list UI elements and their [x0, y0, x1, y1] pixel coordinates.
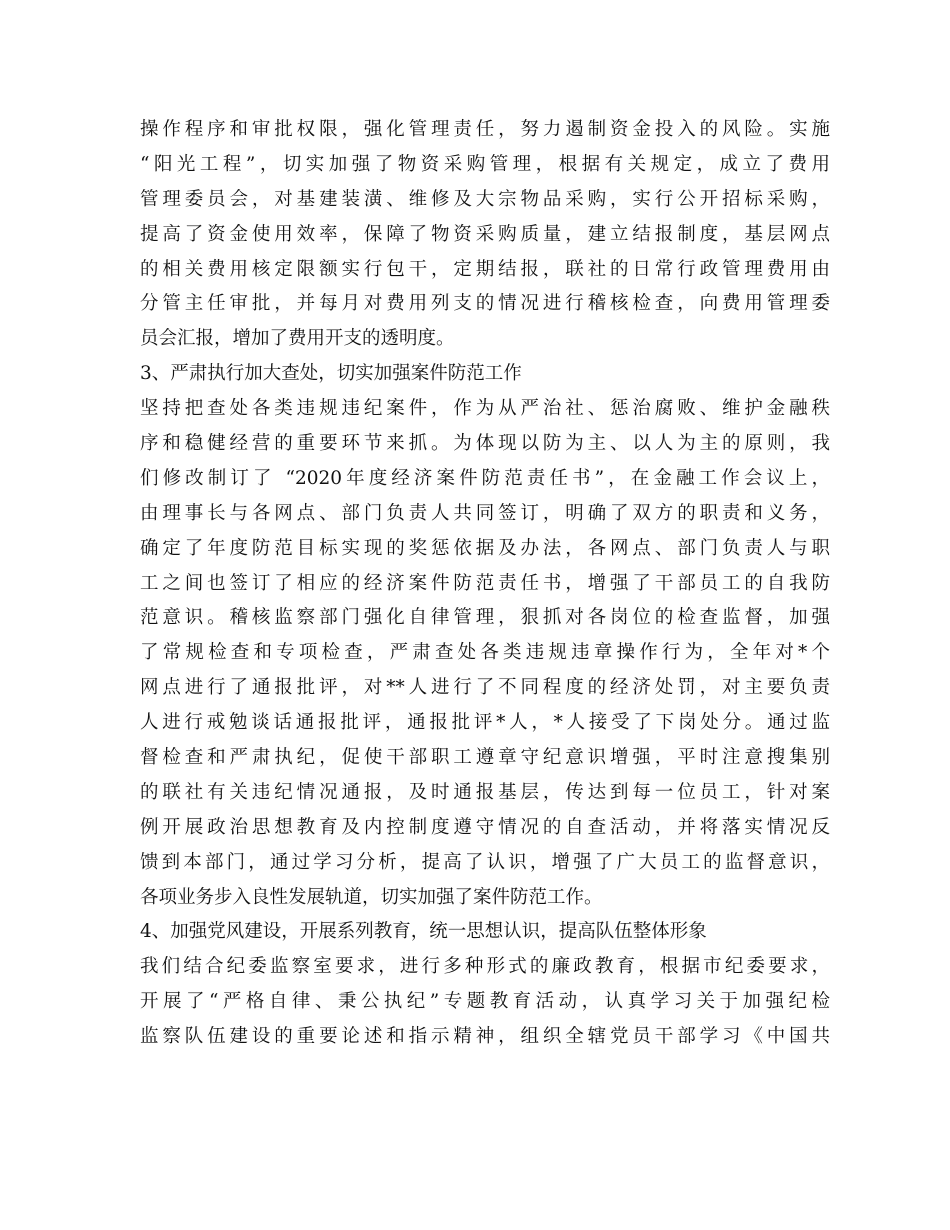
body-line: 管理委员会，对基建装潢、维修及大宗物品采购，实行公开招标采购， — [140, 188, 830, 210]
body-line: 提高了资金使用效率，保障了物资采购质量，建立结报制度，基层网点 — [140, 223, 830, 245]
body-line: 人进行戒勉谈话通报批评，通报批评*人，*人接受了下岗处分。通过监 — [140, 712, 830, 734]
body-line: 的联社有关违纪情况通报，及时通报基层，传达到每一位员工，针对案 — [140, 781, 830, 803]
body-line: 范意识。稽核监察部门强化自律管理，狠抓对各岗位的检查监督，加强 — [140, 607, 830, 629]
body-line: 例开展政治思想教育及内控制度遵守情况的自查活动，并将落实情况反 — [140, 816, 830, 838]
body-line: 监察队伍建设的重要论述和指示精神，组织全辖党员干部学习《中国共 — [140, 1026, 830, 1048]
body-line: 的相关费用核定限额实行包干，定期结报，联社的日常行政管理费用由 — [140, 258, 830, 280]
body-line: 操作程序和审批权限，强化管理责任，努力遏制资金投入的风险。实施 — [140, 119, 830, 140]
body-line: 确定了年度防范目标实现的奖惩依据及办法，各网点、部门负责人与职 — [140, 537, 830, 559]
body-line: 序和稳健经营的重要环节来抓。为体现以防为主、以人为主的原则，我 — [140, 433, 830, 455]
body-line: 们修改制订了 “2020年度经济案件防范责任书”，在金融工作会议上， — [140, 467, 830, 489]
body-line: 员会汇报，增加了费用开支的透明度。 — [140, 328, 455, 350]
body-line: “阳光工程”，切实加强了物资采购管理，根据有关规定，成立了费用 — [140, 153, 830, 175]
body-line: 由理事长与各网点、部门负责人共同签订，明确了双方的职责和义务， — [140, 502, 830, 524]
section-heading: 4、加强党风建设，开展系列教育，统一思想认识，提高队伍整体形象 — [140, 921, 707, 943]
body-line: 工之间也签订了相应的经济案件防范责任书，增强了干部员工的自我防 — [140, 572, 830, 594]
body-line: 馈到本部门，通过学习分析，提高了认识，增强了广大员工的监督意识， — [140, 851, 830, 873]
body-line: 各项业务步入良性发展轨道，切实加强了案件防范工作。 — [140, 886, 603, 908]
body-line: 督检查和严肃执纪，促使干部职工遵章守纪意识增强，平时注意搜集别 — [140, 747, 830, 769]
section-heading: 3、严肃执行加大查处，切实加强案件防范工作 — [140, 363, 522, 385]
body-line: 分管主任审批，并每月对费用列支的情况进行稽核检查，向费用管理委 — [140, 293, 830, 315]
body-line: 我们结合纪委监察室要求，进行多种形式的廉政教育，根据市纪委要求， — [140, 956, 830, 978]
document-body — [140, 113, 830, 1055]
body-line: 开展了“严格自律、秉公执纪”专题教育活动，认真学习关于加强纪检 — [140, 991, 830, 1013]
body-line: 网点进行了通报批评，对**人进行了不同程度的经济处罚，对主要负责 — [140, 677, 830, 699]
body-line: 坚持把查处各类违规违纪案件，作为从严治社、惩治腐败、维护金融秩 — [140, 398, 830, 420]
body-line: 了常规检查和专项检查，严肃查处各类违规违章操作行为，全年对*个 — [140, 642, 830, 664]
